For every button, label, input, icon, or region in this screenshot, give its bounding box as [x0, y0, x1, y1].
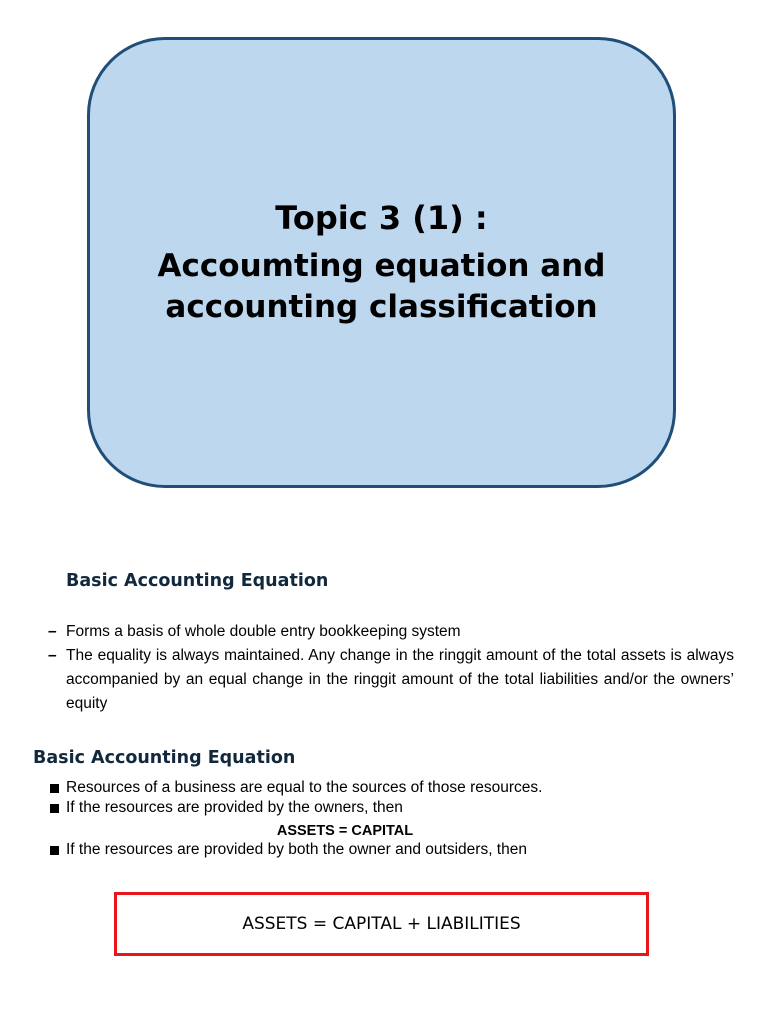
topic-subtitle: Accoumting equation and accounting classification: [157, 247, 606, 325]
dash-bullet: –: [48, 623, 57, 640]
boxed-equation-text: ASSETS = CAPITAL + LIABILITIES: [242, 914, 521, 934]
list-item: [48, 644, 734, 716]
boxed-equation: [114, 892, 649, 956]
square-bullet-icon: [50, 804, 59, 813]
list-item-text: If the resources are provided by both the owner and outsiders, then: [66, 841, 527, 858]
list-item: [50, 798, 750, 818]
section2-list: [50, 778, 750, 860]
dash-bullet: –: [48, 647, 57, 664]
list-item-text: If the resources are provided by the owners, then: [66, 799, 403, 816]
topic-title: Topic 3 (1) :: [275, 198, 488, 237]
square-bullet-icon: [50, 846, 59, 855]
section2-heading: Basic Accounting Equation: [33, 748, 296, 768]
list-item: [50, 778, 750, 798]
square-bullet-icon: [50, 784, 59, 793]
section1-heading: Basic Accounting Equation: [66, 571, 329, 591]
list-item: [48, 620, 734, 644]
assets-capital-equation: ASSETS = CAPITAL: [276, 823, 414, 839]
section1-list: [48, 620, 734, 716]
list-item-text: Forms a basis of whole double entry bookkeeping system: [66, 623, 461, 640]
title-box: [87, 37, 676, 488]
list-item-text: Resources of a business are equal to the sources of those resources.: [66, 779, 543, 796]
list-item: [50, 840, 750, 860]
list-item-text: The equality is always maintained. Any change in the ringgit amount of the total assets is always accompanied by an equal change in the ringgit amount of the total liabilities and/or the owners’ equity: [66, 647, 734, 712]
